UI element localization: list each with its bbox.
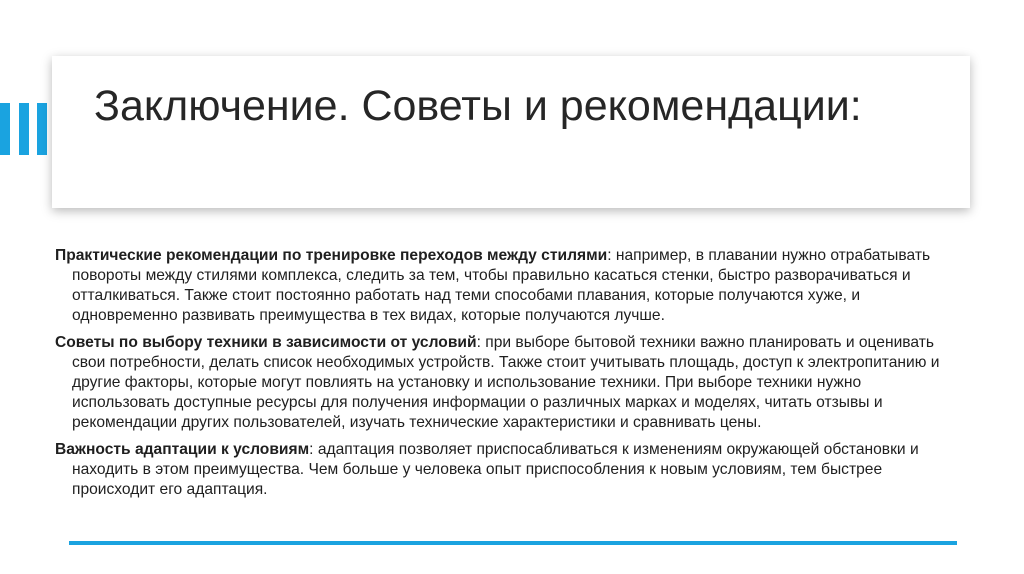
paragraph-text: : например, в плавании нужно отрабатывать повороты между стилями комплекса, следить за тем, чтобы правильно касаться стенки, быстро разворачиваться и отталкиваться. Также стоит постоянно работать над теми способами плавания, которые получаются хуже, и одновременно развивать преимущества в тех видах, которые получаются лучше. (72, 247, 931, 324)
paragraph-heading: Практические рекомендации по тренировке переходов между стилями (55, 247, 608, 264)
accent-bar (19, 103, 29, 155)
paragraph-text: : адаптация позволяет приспосабливаться к изменениям окружающей обстановки и находить в этом преимущества. Чем больше у человека опыт приспособления к новым условиям, тем быстрее происходит его адаптация. (72, 441, 919, 498)
slide-title: Заключение. Советы и рекомендации: (94, 82, 862, 130)
paragraph-transitions (55, 246, 955, 326)
paragraph-adaptation (55, 440, 955, 500)
accent-bar (37, 103, 47, 155)
paragraph-text: : при выборе бытовой техники важно планировать и оценивать свои потребности, делать список необходимых устройств. Также стоит учитывать площадь, доступ к электропитанию и другие факторы, которые могут повлиять на установку и использование техники. При выборе техники нужно использовать доступные ресурсы для получения информации о различных марках и моделях, читать отзывы и рекомендации других пользователей, изучать технические характеристики и сравнивать цены. (72, 334, 940, 431)
accent-bars-decoration (0, 103, 48, 155)
paragraph-heading: Советы по выбору техники в зависимости от условий (55, 334, 477, 351)
accent-bar (0, 103, 10, 155)
paragraph-heading: Важность адаптации к условиям (55, 441, 310, 458)
paragraph-equipment (55, 333, 955, 433)
slide-content (55, 246, 955, 507)
title-box (52, 56, 970, 208)
bottom-divider (69, 541, 957, 545)
